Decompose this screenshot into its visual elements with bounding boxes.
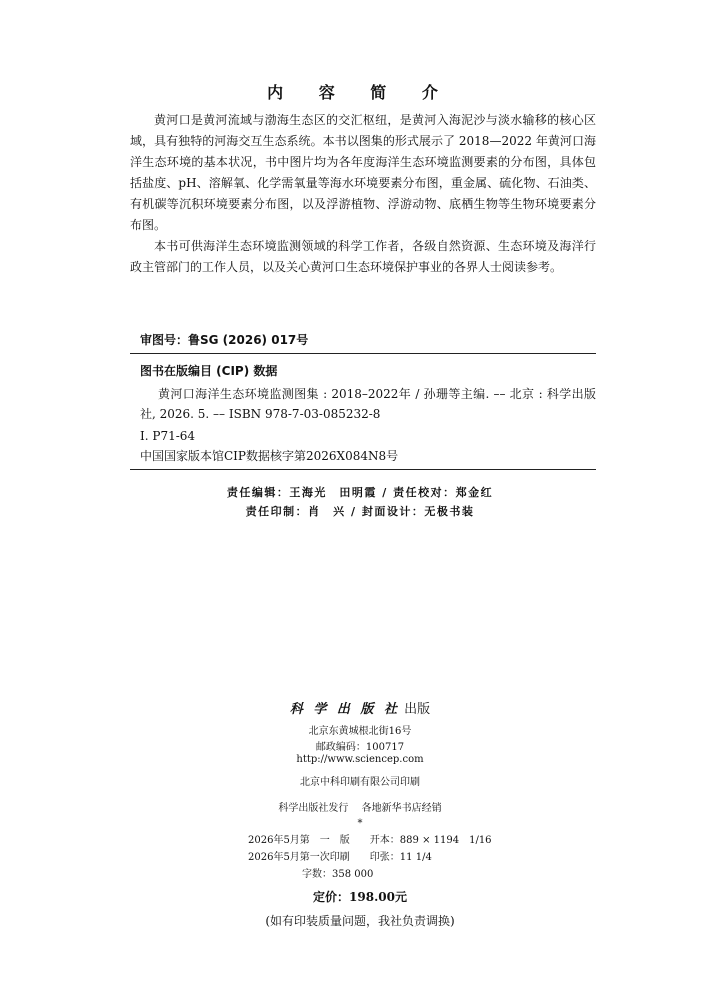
publisher-website: http://www.sciencep.com <box>296 754 424 765</box>
cip-classification: Ⅰ. P71-64 <box>140 429 196 443</box>
distribution-info: 科学出版社发行 各地新华书店经销 <box>278 803 442 814</box>
summary-paragraph-2: 本书可供海洋生态环境监测领域的科学工作者，各级自然资源、生态环境及海洋行政主管部门的工作人员，以及关心黄河口生态环境保护事业的各界人士阅读参考。 <box>130 239 596 274</box>
divider-top <box>130 353 596 354</box>
printer-name: 北京中科印刷有限公司印刷 <box>300 777 420 788</box>
publisher-address: 北京东黄城根北街16号 <box>308 726 412 737</box>
cip-check-number: 中国国家版本馆CIP数据核字第2026X084N8号 <box>140 449 399 463</box>
edition-line: 2026年5月第 一 版 开本：889 × 1194 1/16 <box>248 835 492 846</box>
credits-line-1: 责任编辑：王海光 田明霞 / 责任校对：郑金红 <box>226 486 494 499</box>
word-count-line: 字数：358 000 <box>302 869 374 880</box>
credits-line-2: 责任印制：肖 兴 / 封面设计：无极书装 <box>245 505 475 518</box>
publisher-name-seal: 科 学 出 版 社 <box>289 702 400 717</box>
publisher-name <box>0 698 720 717</box>
quality-note: (如有印装质量问题，我社负责调换) <box>265 914 455 928</box>
printing-line: 2026年5月第一次印刷 印张：11 1/4 <box>248 852 432 863</box>
section-separator: * <box>357 818 363 829</box>
edition-specs <box>248 832 548 883</box>
publisher-postcode: 邮政编码：100717 <box>315 742 405 753</box>
publisher-name-suffix: 出版 <box>404 702 431 717</box>
price: 定价：198.00元 <box>313 890 407 904</box>
cip-heading: 图书在版编目 (CIP) 数据 <box>140 364 278 378</box>
summary-section <box>130 110 596 278</box>
divider-bottom <box>130 469 596 470</box>
cip-record: 黄河口海洋生态环境监测图集 : 2018–2022年 / 孙珊等主编. –– 北京 : 科学出版社, 2026. 5. –– ISBN 978-7-03-085232-8 <box>140 387 596 421</box>
summary-paragraph-1: 黄河口是黄河流域与渤海生态区的交汇枢纽，是黄河入海泥沙与淡水输移的核心区域，具有独特的河海交互生态系统。本书以图集的形式展示了 2018—2022 年黄河口海洋生态环境的基本状况，书中图片均为各年度海洋生态环境监测要素的分布图，具体包括盐度、pH、溶解氧、化学需氧量等海水环境要素分布图，重金属、硫化物、石油类、有机碳等沉积环境要素分布图，以及浮游植物、浮游动物、底栖生物等生物环境要素分布图。 <box>130 113 596 232</box>
summary-title: 内 容 简 介 <box>267 83 453 102</box>
map-approval-number: 审图号：鲁SG (2026) 017号 <box>140 333 309 347</box>
